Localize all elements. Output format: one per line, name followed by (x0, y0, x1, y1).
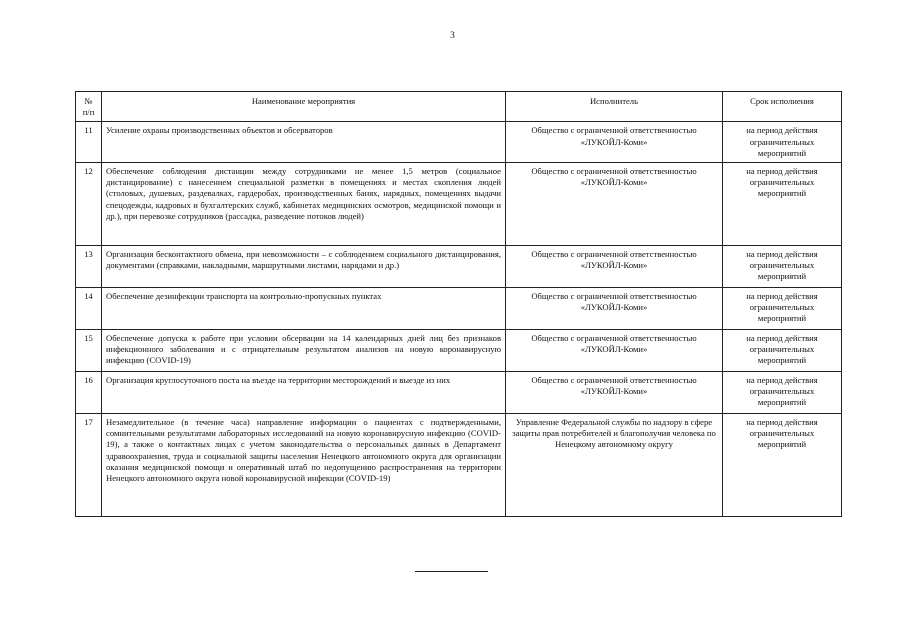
table-body (76, 122, 842, 517)
table-row (76, 163, 842, 246)
row-num: 16 (76, 372, 102, 414)
row-executor: Общество с ограниченной ответственностью «ЛУКОЙЛ-Коми» (506, 372, 723, 414)
header-num: № п/п (76, 92, 102, 122)
header-row (76, 92, 842, 122)
row-num: 14 (76, 288, 102, 330)
row-measure-name: Организация бесконтактного обмена, при невозможности – с соблюдением социального дистанцирования, документами (справками, накладными, маршрутными листами, нарядами и др.) (102, 246, 506, 288)
header-term: Срок исполнения (723, 92, 842, 122)
table-row (76, 372, 842, 414)
row-measure-name: Обеспечение дезинфекции транспорта на контрольно-пропускных пунктах (102, 288, 506, 330)
row-term: на период действия ограничительных мероприятий (723, 330, 842, 372)
row-measure-name: Обеспечение допуска к работе при условии обсервации на 14 календарных дней лиц без признаков инфекционного заболевания и с отрицательным результатом анализов на новую коронавирусную инфекцию (COVID-19) (102, 330, 506, 372)
row-term: на период действия ограничительных мероприятий (723, 372, 842, 414)
row-term: на период действия ограничительных мероприятий (723, 414, 842, 517)
header-name: Наименование мероприятия (102, 92, 506, 122)
table-row (76, 330, 842, 372)
table-row (76, 288, 842, 330)
row-num: 11 (76, 122, 102, 163)
row-executor: Общество с ограниченной ответственностью «ЛУКОЙЛ-Коми» (506, 122, 723, 163)
row-executor: Общество с ограниченной ответственностью «ЛУКОЙЛ-Коми» (506, 330, 723, 372)
row-measure-name: Обеспечение соблюдения дистанции между сотрудниками не менее 1,5 метров (социальное дистанцирование) с нанесением специальной разметки в помещениях и местах скопления людей (столовых, душевых, раздевалках, гардеробах, производственных банях, нарядных, помещениях выдачи спецодежды, кадровых и бухгалтерских служб, кабинетах медицинских осмотров, медицинской помощи и др.), при перевозке сотрудников (рассадка, разведение потоков людей) (102, 163, 506, 246)
table-header (76, 92, 842, 122)
row-measure-name: Усиление охраны производственных объектов и обсерваторов (102, 122, 506, 163)
row-term: на период действия ограничительных мероприятий (723, 246, 842, 288)
row-num: 15 (76, 330, 102, 372)
row-measure-name: Организация круглосуточного поста на въезде на территории месторождений и выезде из них (102, 372, 506, 414)
table-row (76, 122, 842, 163)
row-term: на период действия ограничительных мероприятий (723, 288, 842, 330)
footer-divider (415, 571, 488, 572)
row-term: на период действия ограничительных мероприятий (723, 163, 842, 246)
row-executor: Управление Федеральной службы по надзору в сфере защиты прав потребителей и благополучия человека по Ненецкому автономному округу (506, 414, 723, 517)
row-num: 12 (76, 163, 102, 246)
row-num: 13 (76, 246, 102, 288)
row-num: 17 (76, 414, 102, 517)
table-row (76, 414, 842, 517)
measures-table (75, 91, 842, 517)
row-measure-name: Незамедлительное (в течение часа) направление информации о пациентах с подтвержденными, сомнительными результатами лабораторных исследований на новую коронавирусную инфекцию (COVID-19), а также о контактных лицах с учетом законодательства о персональных данных в Департамент здравоохранения, труда и социальной защиты населения Ненецкого автономного округа для организации оказания медицинской помощи и оперативный штаб по недопущению распространения на территории Ненецкого автономного округа новой коронавирусной инфекции (COVID-19) (102, 414, 506, 517)
table-row (76, 246, 842, 288)
header-executor: Исполнитель (506, 92, 723, 122)
row-executor: Общество с ограниченной ответственностью «ЛУКОЙЛ-Коми» (506, 163, 723, 246)
page-number: 3 (450, 31, 455, 41)
row-executor: Общество с ограниченной ответственностью «ЛУКОЙЛ-Коми» (506, 246, 723, 288)
row-executor: Общество с ограниченной ответственностью «ЛУКОЙЛ-Коми» (506, 288, 723, 330)
row-term: на период действия ограничительных мероприятий (723, 122, 842, 163)
